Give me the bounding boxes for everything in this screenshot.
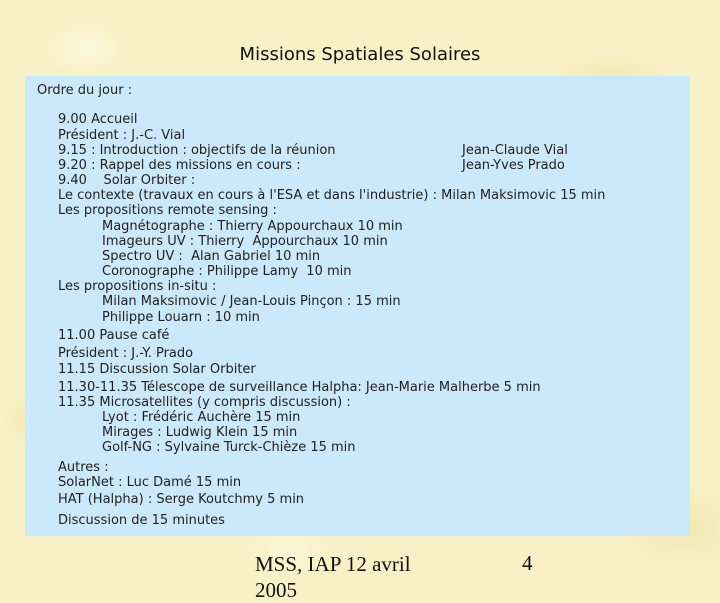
agenda-line: Le contexte (travaux en cours à l'ESA et dans l'industrie) : Milan Maksimovic 15 min [58,188,606,203]
agenda-subline: Coronographe : Philippe Lamy 10 min [102,264,352,279]
agenda-subline: Magnétographe : Thierry Appourchaux 10 min [102,219,403,234]
agenda-line: Président : J.-C. Vial [58,128,186,143]
agenda-subline: Golf-NG : Sylvaine Turck-Chièze 15 min [102,440,356,455]
agenda-line: HAT (Halpha) : Serge Koutchmy 5 min [58,492,305,507]
agenda-subline: Spectro UV : Alan Gabriel 10 min [102,249,321,264]
agenda-line: Les propositions in-situ : [58,279,217,294]
agenda-line: 11.00 Pause café [58,328,170,343]
page-title: Missions Spatiales Solaires [239,44,481,65]
footer-event: MSS, IAP 12 avril 2005 [255,552,411,602]
agenda-line: Président : J.-Y. Prado [58,346,194,361]
agenda-subline: Philippe Louarn : 10 min [102,310,260,325]
agenda-line: Discussion de 15 minutes [58,513,225,528]
agenda-line: 9.40 Solar Orbiter : [58,173,196,188]
agenda-line: 11.35 Microsatellites (y compris discussion) : [58,395,351,410]
agenda-speaker: Jean-Yves Prado [462,158,565,173]
agenda-speaker: Jean-Claude Vial [462,143,568,158]
agenda-subline: Lyot : Frédéric Auchère 15 min [102,410,301,425]
agenda-line: 9.00 Accueil [58,112,138,127]
agenda-line: 11.30-11.35 Télescope de surveillance Halpha: Jean-Marie Malherbe 5 min [58,380,541,395]
agenda-line: 9.20 : Rappel des missions en cours : [58,158,301,173]
slide-number: 4 [522,551,533,575]
agenda-line: Les propositions remote sensing : [58,203,277,218]
agenda-line: 11.15 Discussion Solar Orbiter [58,362,256,377]
agenda-subline: Imageurs UV : Thierry Appourchaux 10 min [102,234,388,249]
agenda-line: 9.15 : Introduction : objectifs de la réunion [58,143,336,158]
agenda-panel [25,76,690,536]
agenda-line: SolarNet : Luc Damé 15 min [58,475,242,490]
agenda-subline: Mirages : Ludwig Klein 15 min [102,425,298,440]
agenda-heading: Ordre du jour : [37,83,133,98]
agenda-subline: Milan Maksimovic / Jean-Louis Pinçon : 15 min [102,294,401,309]
agenda-line: Autres : [58,460,109,475]
